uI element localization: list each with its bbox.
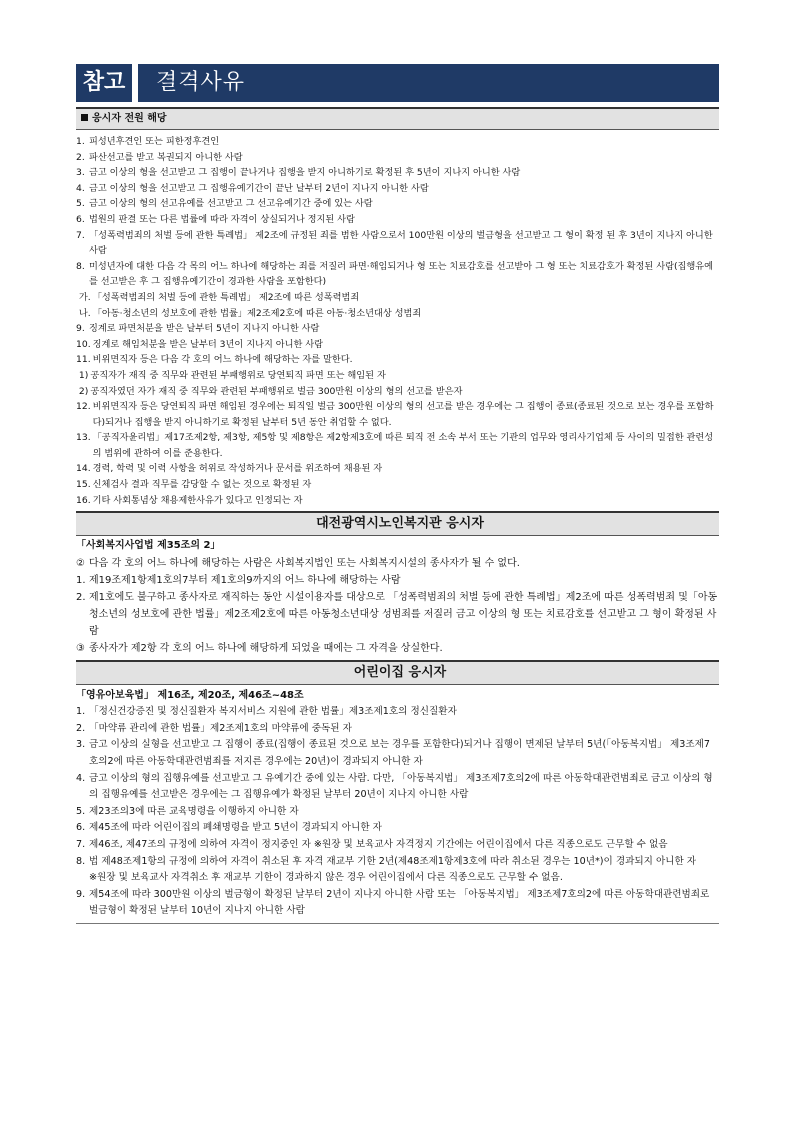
list-item (76, 228, 719, 259)
page-header (76, 64, 719, 102)
list-item (76, 321, 719, 337)
section1-heading (76, 107, 719, 130)
section1-heading-text: 응시자 전원 해당 (92, 113, 167, 124)
section3-list (76, 703, 719, 924)
list-item (76, 771, 719, 804)
item-text: 비위면직자 등은 당연퇴직 파면 해임된 경우에는 퇴직일 벌금 300만원 이상의 형의 선고를 받은 경우에는 그 집행이 종료(종료된 것으로 보는 경우를 포함하다)되거나 집행을 받지 아니하기로 확정된 날부터 5년 동안 취업할 수 없다. (92, 401, 714, 428)
section1-list (76, 130, 719, 511)
item-text: 금고 이상의 형의 집행유예를 선고받고 그 유예기간 중에 있는 사람. 다만, 「아동복지법」 제3조제7호의2에 따른 아동학대관련범죄로 금고 이상의 형의 집행유예를 선고받은 경우에는 그 집행유예가 확정된 날부터 20년이 지나지 아니한 사람 (89, 772, 713, 801)
item-number: ③ (76, 643, 85, 655)
item-number: 4. (76, 772, 86, 784)
item-text: 제19조제1항제1호의7부터 제1호의9까지의 어느 하나에 해당하는 사람 (89, 575, 401, 587)
item-text: 「아동·청소년의 성보호에 관한 법률」제2조제2호에 따른 아동·청소년대상 성범죄 (92, 307, 422, 319)
item-text: 제23조의3에 따른 교육명령을 이행하지 아니한 자 (89, 805, 299, 817)
item-number: 5. (76, 198, 85, 210)
page-title: 결격사유 (138, 64, 719, 102)
item-text: 징계로 해임처분을 받은 날부터 3년이 지나지 아니한 사람 (92, 338, 324, 350)
item-text: 신체검사 결과 직무를 감당할 수 없는 것으로 확정된 자 (92, 479, 312, 491)
item-text: 제54조에 따라 300만원 이상의 벌금형이 확정된 날부터 2년이 지나지 아니한 사람 또는 「아동복지법」 제3조제7호의2에 따른 아동학대관련범죄로 벌금형이 확정된 날부터 10년이 지나지 아니한 사람 (89, 888, 710, 917)
item-number: 13. (76, 432, 91, 444)
item-text: 피성년후견인 또는 피한정후견인 (89, 136, 220, 147)
item-text: 「공직자윤리법」제17조제2항, 제3항, 제5항 및 제8항은 제2항제3호에 따른 퇴직 전 소속 부서 또는 기관의 업무와 영리사기업체 등 사이의 밀접한 관련성의 범위에 관하여 이를 준용한다. (92, 432, 714, 459)
item-number: ② (76, 558, 85, 570)
item-number: 15. (76, 479, 91, 491)
section2-subtitle: 「사회복지사업법 제35조의 2」 (76, 540, 221, 552)
item-number: 6. (76, 822, 86, 834)
list-item (76, 854, 719, 871)
item-text: 「마약류 관리에 관한 법률」제2조제1호의 마약류에 중독된 자 (89, 722, 352, 734)
list-item (76, 572, 719, 589)
list-item (76, 352, 719, 368)
item-number: 2. (76, 592, 86, 604)
list-item (76, 887, 719, 920)
item-number: 9. (76, 888, 86, 900)
list-item (76, 555, 719, 572)
list-item (76, 306, 719, 322)
item-text: 기타 사회통념상 채용제한사유가 있다고 인정되는 자 (92, 494, 303, 506)
item-number: 2) (76, 385, 89, 397)
section2-list (76, 553, 719, 660)
list-item (76, 259, 719, 290)
item-text: 다음 각 호의 어느 하나에 해당하는 사람은 사회복지법인 또는 사회복지시설의 종사자가 될 수 없다. (89, 558, 520, 570)
item-number: 7. (76, 839, 86, 850)
item-number: 나. (76, 307, 91, 319)
square-bullet-icon (81, 114, 88, 121)
list-item (76, 212, 719, 228)
item-text: 제46조, 제47조의 규정에 의하여 자격이 정지중인 자 ※원장 및 보육교사 자격정지 기간에는 어린이집에서 다른 직종으로도 근무할 수 없음 (89, 839, 668, 850)
item-text: 경력, 학력 및 이력 사항을 허위로 작성하거나 문서를 위조하여 채용된 자 (92, 463, 383, 475)
item-text: 금고 이상의 형을 선고받고 그 집행유예기간이 끝난 날부터 2년이 지나지 아니한 사람 (89, 182, 429, 194)
item-number: 10. (76, 338, 91, 350)
item-number: 4. (76, 182, 85, 194)
item-text: 「정신건강증진 및 정신질환자 복지서비스 지원에 관한 법률」제3조제1호의 정신질환자 (89, 706, 457, 718)
list-item (76, 430, 719, 461)
item-text: 비위면직자 등은 다음 각 호의 어느 하나에 해당하는 자를 말한다. (92, 354, 353, 366)
item-number: 1. (76, 575, 86, 587)
item-text: 종사자가 제2항 각 호의 어느 하나에 해당하게 되었을 때에는 그 자격을 상실한다. (89, 643, 443, 655)
list-item (76, 493, 719, 509)
list-item (76, 461, 719, 477)
reference-badge: 참고 (76, 64, 132, 102)
item-text: 파산선고를 받고 복권되지 아니한 사람 (89, 151, 243, 163)
item-number: 14. (76, 463, 91, 475)
list-item (76, 181, 719, 197)
list-item (76, 165, 719, 181)
item-text: 미성년자에 대한 다음 각 목의 어느 하나에 해당하는 죄를 저질러 파면·해임되거나 형 또는 치료감호를 선고받아 그 형 또는 치료감호가 확정된 사람(집행유예를 선고받은 후 그 집행유예기간이 경과한 사람을 포함한다) (89, 260, 714, 288)
list-item (76, 337, 719, 353)
item-number: 9. (76, 323, 85, 335)
item-number: 11. (76, 354, 91, 366)
list-item (76, 384, 719, 400)
item-number: 7. (76, 229, 85, 241)
list-item (76, 150, 719, 166)
list-item (76, 399, 719, 430)
list-item (76, 804, 719, 821)
list-item (76, 820, 719, 837)
item-text: 법원의 판결 또는 다른 법률에 따라 자격이 상실되거나 정지된 사람 (89, 213, 355, 225)
item-text: 법 제48조제1항의 규정에 의하여 자격이 취소된 후 자격 재교부 기한 2년(제48조제1항제3호에 따라 취소된 경우는 10년*)이 경과되지 아니한 자 (89, 855, 697, 867)
item-number: 1. (76, 136, 85, 147)
item-text: 징계로 파면처분을 받은 날부터 5년이 지나지 아니한 사람 (89, 323, 320, 335)
list-item (76, 134, 719, 150)
list-item (76, 368, 719, 384)
list-item (76, 737, 719, 770)
section3-subtitle: 「영유아보육법」 제16조, 제20조, 제46조~48조 (76, 690, 304, 702)
item-number: 16. (76, 494, 91, 506)
item-text: 금고 이상의 형의 선고유예를 선고받고 그 선고유예기간 중에 있는 사람 (89, 198, 373, 210)
item-number: 1. (76, 706, 86, 718)
item-number: 3. (76, 167, 85, 179)
list-item (76, 477, 719, 493)
item-text: 공직자가 재직 중 직무와 관련된 부패행위로 당연퇴직 파면 또는 해임된 자 (90, 369, 386, 381)
list-item (76, 640, 719, 657)
list-item (76, 721, 719, 738)
item-text: ※원장 및 보육교사 자격취소 후 재교부 기한이 경과하지 않은 경우 어린이집에서 다른 직종으로도 근무할 수 없음. (89, 872, 563, 884)
item-number: 8. (76, 855, 86, 867)
item-number: 가. (76, 291, 91, 303)
item-number: 6. (76, 213, 85, 225)
list-item (76, 704, 719, 721)
item-number: 8. (76, 260, 85, 272)
item-text: 금고 이상의 형을 선고받고 그 집행이 끝나거나 집행을 받지 아니하기로 확정된 후 5년이 지나지 아니한 사람 (89, 167, 521, 179)
item-text: 「성폭력범죄의 처벌 등에 관한 특례법」 제2조에 따른 성폭력범죄 (92, 291, 360, 303)
list-item (76, 589, 719, 640)
item-number (76, 870, 89, 887)
document-body (76, 107, 719, 924)
section2-heading: 대전광역시노인복지관 응시자 (76, 511, 719, 536)
item-number: 3. (76, 739, 86, 751)
list-item (76, 870, 719, 887)
item-text: 제1호에도 불구하고 종사자로 재직하는 동안 시설이용자를 대상으로 「성폭력범죄의 처벌 등에 관한 특례법」제2조에 따른 성폭력범죄 및「아동청소년의 성보호에 관한 법률」제2조제2호에 따른 아동청소년대상 성범죄를 저질러 금고 이상의 형 또는 치료감호를 선고받고 그 형이 확정된 사람 (89, 592, 718, 638)
item-text: 공직자였던 자가 재직 중 직무와 관련된 부패행위로 벌금 300만원 이상의 형의 선고를 받은자 (90, 385, 463, 397)
section3-heading: 어린이집 응시자 (76, 660, 719, 685)
item-number: 5. (76, 805, 86, 817)
item-number: 12. (76, 401, 91, 413)
list-item (76, 196, 719, 212)
list-item (76, 837, 719, 854)
item-text: 「성폭력범죄의 처벌 등에 관한 특례법」 제2조에 규정된 죄를 범한 사람으로서 100만원 이상의 벌금형을 선고받고 그 형이 확정 된 후 3년이 지나지 아니한 사람 (89, 229, 713, 257)
item-text: 금고 이상의 실형을 선고받고 그 집행이 종료(집행이 종료된 것으로 보는 경우를 포함한다)되거나 집행이 면제된 날부터 5년(「아동복지법」 제3조제7호의2에 따른 아동학대관련범죄를 저지른 경우에는 20년)이 경과되지 아니한 자 (89, 739, 710, 768)
item-number: 1) (76, 369, 89, 381)
item-number: 2. (76, 151, 85, 163)
item-text: 제45조에 따라 어린이집의 폐쇄명령을 받고 5년이 경과되지 아니한 자 (89, 822, 382, 834)
item-number: 2. (76, 722, 86, 734)
list-item (76, 290, 719, 306)
